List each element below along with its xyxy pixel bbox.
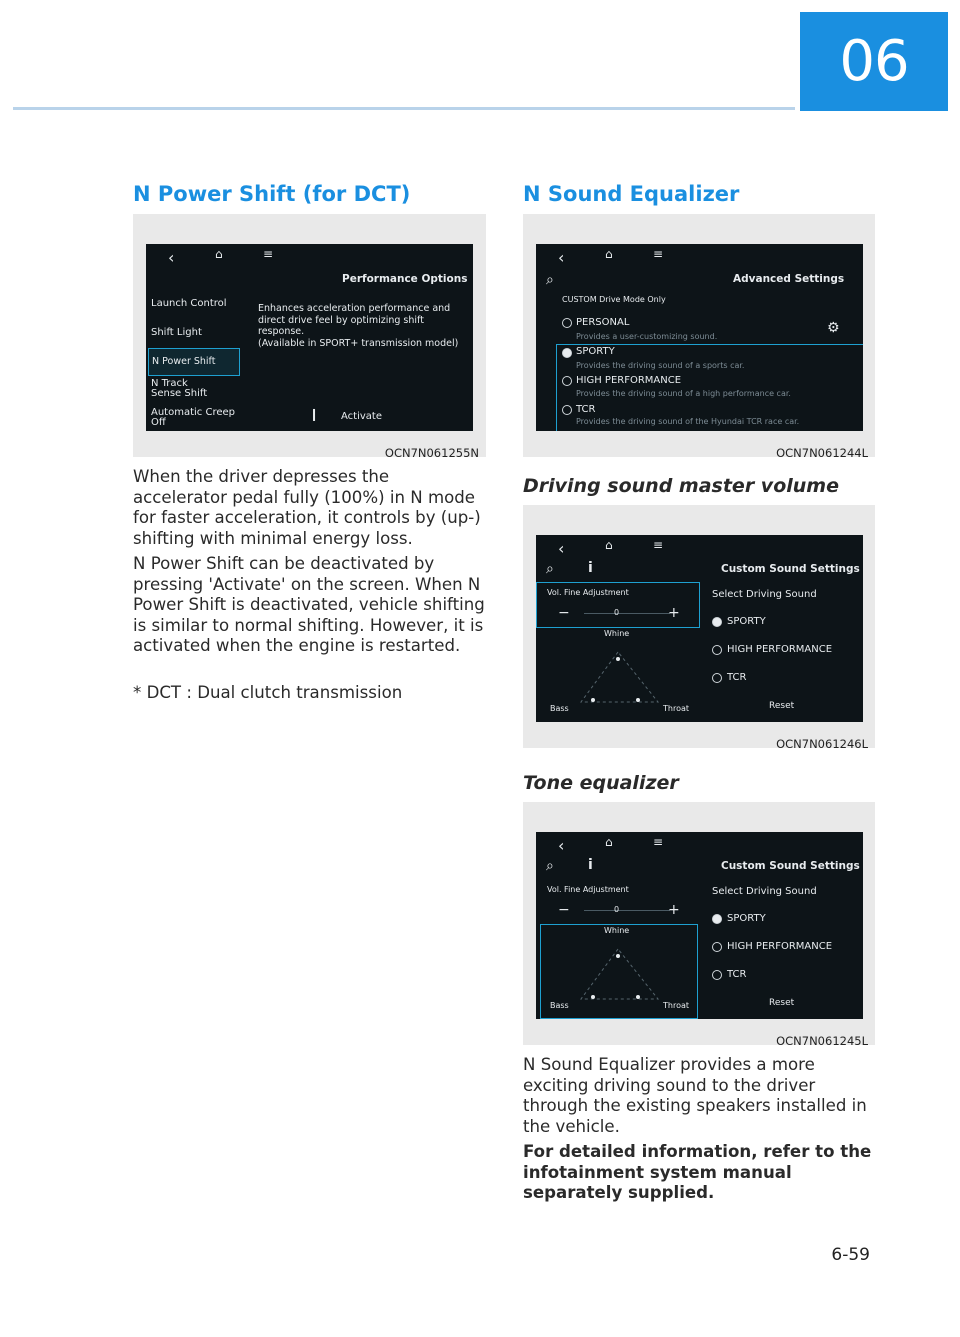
gear-icon[interactable]: ⚙: [827, 320, 840, 336]
menu-item-label: N Power Shift: [152, 356, 216, 367]
menu-icon[interactable]: ≡: [263, 247, 274, 261]
menu-item-shift-light[interactable]: Shift Light: [151, 327, 202, 338]
option-desc-high-performance: Provides the driving sound of a high performance car.: [576, 389, 791, 398]
option-high-performance: HIGH PERFORMANCE: [727, 644, 833, 655]
select-driving-sound-label: Select Driving Sound: [712, 886, 817, 897]
eq-throat-handle[interactable]: [636, 698, 640, 702]
option-desc-personal: Provides a user-customizing sound.: [576, 332, 718, 341]
reset-button[interactable]: Reset: [769, 998, 795, 1008]
figure-advanced-settings: [523, 214, 875, 460]
menu-item-automatic-creep-off[interactable]: Automatic Creep Off: [151, 407, 235, 428]
option-desc-tcr: Provides the driving sound of the Hyundai TCR race car.: [576, 417, 800, 426]
back-icon[interactable]: ‹: [558, 248, 565, 267]
vol-fine-adjustment-label: Vol. Fine Adjustment: [547, 885, 629, 894]
radio-tcr[interactable]: [562, 405, 572, 415]
section-title-n-power-shift: N Power Shift (for DCT): [133, 182, 411, 206]
back-icon[interactable]: ‹: [168, 248, 175, 267]
infotainment-screen: [536, 832, 863, 1019]
info-icon[interactable]: i: [588, 560, 593, 576]
radio-high-performance[interactable]: [712, 645, 722, 655]
search-icon[interactable]: ⌕: [546, 858, 554, 874]
paragraph-refer-manual: For detailed information, refer to the infotainment system manual separately supplied.: [523, 1142, 872, 1202]
page-number: 6-59: [831, 1245, 870, 1265]
eq-throat-label: Throat: [663, 704, 690, 713]
vol-fine-adjustment-label: Vol. Fine Adjustment: [547, 588, 629, 597]
infotainment-screen: [146, 244, 473, 431]
option-tcr: TCR: [727, 672, 747, 683]
option-tcr: TCR: [727, 969, 747, 980]
option-label-tcr: TCR: [576, 404, 596, 415]
radio-personal[interactable]: [562, 318, 572, 328]
info-icon[interactable]: i: [588, 857, 593, 873]
figure-caption: OCN7N061246L: [776, 737, 868, 751]
vol-minus-button[interactable]: −: [558, 902, 570, 918]
eq-whine-label: Whine: [604, 629, 630, 638]
radio-sporty[interactable]: [712, 617, 722, 627]
back-icon[interactable]: ‹: [558, 539, 565, 558]
figure-master-volume: [523, 505, 875, 751]
eq-whine-handle[interactable]: [616, 954, 620, 958]
radio-high-performance[interactable]: [562, 376, 572, 386]
figure-caption: OCN7N061255N: [384, 446, 479, 460]
figure-tone-equalizer: [523, 802, 875, 1048]
option-desc-sporty: Provides the driving sound of a sports car.: [576, 361, 745, 370]
paragraph-2: N Power Shift can be deactivated by pressing 'Activate' on the screen. When N Power Shift is deactivated, vehicle shifting is similar to normal shifting. However, it is activated when the engine is restarted.: [133, 554, 485, 655]
menu-item-n-power-shift-selected[interactable]: [148, 348, 240, 376]
option-high-performance: HIGH PERFORMANCE: [727, 941, 833, 952]
radio-high-performance[interactable]: [712, 942, 722, 952]
paragraph-footnote: * DCT : Dual clutch transmission: [133, 683, 403, 702]
eq-bass-handle[interactable]: [591, 698, 595, 702]
subtitle-tone-equalizer: Tone equalizer: [523, 772, 679, 794]
eq-bass-label: Bass: [550, 704, 569, 713]
screen-title: Custom Sound Settings: [721, 563, 860, 575]
option-description: Enhances acceleration performance and direct drive feel by optimizing shift response. (Available in SPORT+ transmission model): [258, 303, 459, 349]
vol-plus-button[interactable]: +: [668, 902, 680, 918]
search-icon[interactable]: ⌕: [546, 561, 554, 577]
select-driving-sound-label: Select Driving Sound: [712, 589, 817, 600]
home-icon[interactable]: ⌂: [605, 247, 613, 261]
vol-plus-button[interactable]: +: [668, 605, 680, 621]
radio-sporty[interactable]: [712, 914, 722, 924]
menu-icon[interactable]: ≡: [653, 835, 664, 849]
screen-title: Performance Options: [342, 273, 468, 285]
infotainment-screen: [536, 244, 863, 431]
figure-caption: OCN7N061245L: [776, 1034, 868, 1048]
chapter-number: 06: [800, 12, 948, 111]
search-icon[interactable]: ⌕: [546, 272, 554, 288]
eq-throat-handle[interactable]: [636, 995, 640, 999]
activate-button[interactable]: Activate: [341, 411, 382, 422]
mode-note: CUSTOM Drive Mode Only: [562, 295, 666, 304]
toggle-bar-icon[interactable]: ❙: [309, 407, 320, 421]
vol-value: 0: [614, 608, 620, 617]
section-title-n-sound-equalizer: N Sound Equalizer: [523, 182, 740, 206]
radio-sporty[interactable]: [562, 348, 572, 358]
figure-n-power-shift: [133, 214, 486, 460]
home-icon[interactable]: ⌂: [215, 247, 223, 261]
vol-slider-track[interactable]: [584, 613, 670, 614]
option-label-high-performance: HIGH PERFORMANCE: [576, 375, 682, 386]
vol-slider-track[interactable]: [584, 910, 670, 911]
paragraph-sound-equalizer: N Sound Equalizer provides a more exciting driving sound to the driver through the existing speakers installed in the vehicle.: [523, 1055, 867, 1136]
eq-bass-label: Bass: [550, 1001, 569, 1010]
eq-throat-label: Throat: [663, 1001, 690, 1010]
back-icon[interactable]: ‹: [558, 836, 565, 855]
reset-button[interactable]: Reset: [769, 701, 795, 711]
option-sporty: SPORTY: [727, 913, 766, 924]
vol-value: 0: [614, 905, 620, 914]
infotainment-screen: [536, 535, 863, 722]
eq-whine-label: Whine: [604, 926, 630, 935]
home-icon[interactable]: ⌂: [605, 835, 613, 849]
paragraph-1: When the driver depresses the accelerator pedal fully (100%) in N mode for faster acceleration, it controls by (up-) shifting with minimal energy loss.: [133, 467, 481, 548]
radio-tcr[interactable]: [712, 970, 722, 980]
screen-title: Custom Sound Settings: [721, 860, 860, 872]
menu-icon[interactable]: ≡: [653, 247, 664, 261]
subtitle-master-volume: Driving sound master volume: [523, 475, 839, 497]
menu-item-n-track-sense-shift[interactable]: N Track Sense Shift: [151, 378, 208, 399]
figure-caption: OCN7N061244L: [776, 446, 868, 460]
option-label-sporty: SPORTY: [576, 346, 615, 357]
menu-icon[interactable]: ≡: [653, 538, 664, 552]
eq-bass-handle[interactable]: [591, 995, 595, 999]
eq-whine-handle[interactable]: [616, 657, 620, 661]
option-sporty: SPORTY: [727, 616, 766, 627]
header-rule: [13, 107, 795, 110]
screen-title: Advanced Settings: [733, 273, 845, 285]
menu-item-launch-control[interactable]: Launch Control: [151, 298, 227, 309]
home-icon[interactable]: ⌂: [605, 538, 613, 552]
vol-minus-button[interactable]: −: [558, 605, 570, 621]
option-label-personal: PERSONAL: [576, 317, 630, 328]
radio-tcr[interactable]: [712, 673, 722, 683]
